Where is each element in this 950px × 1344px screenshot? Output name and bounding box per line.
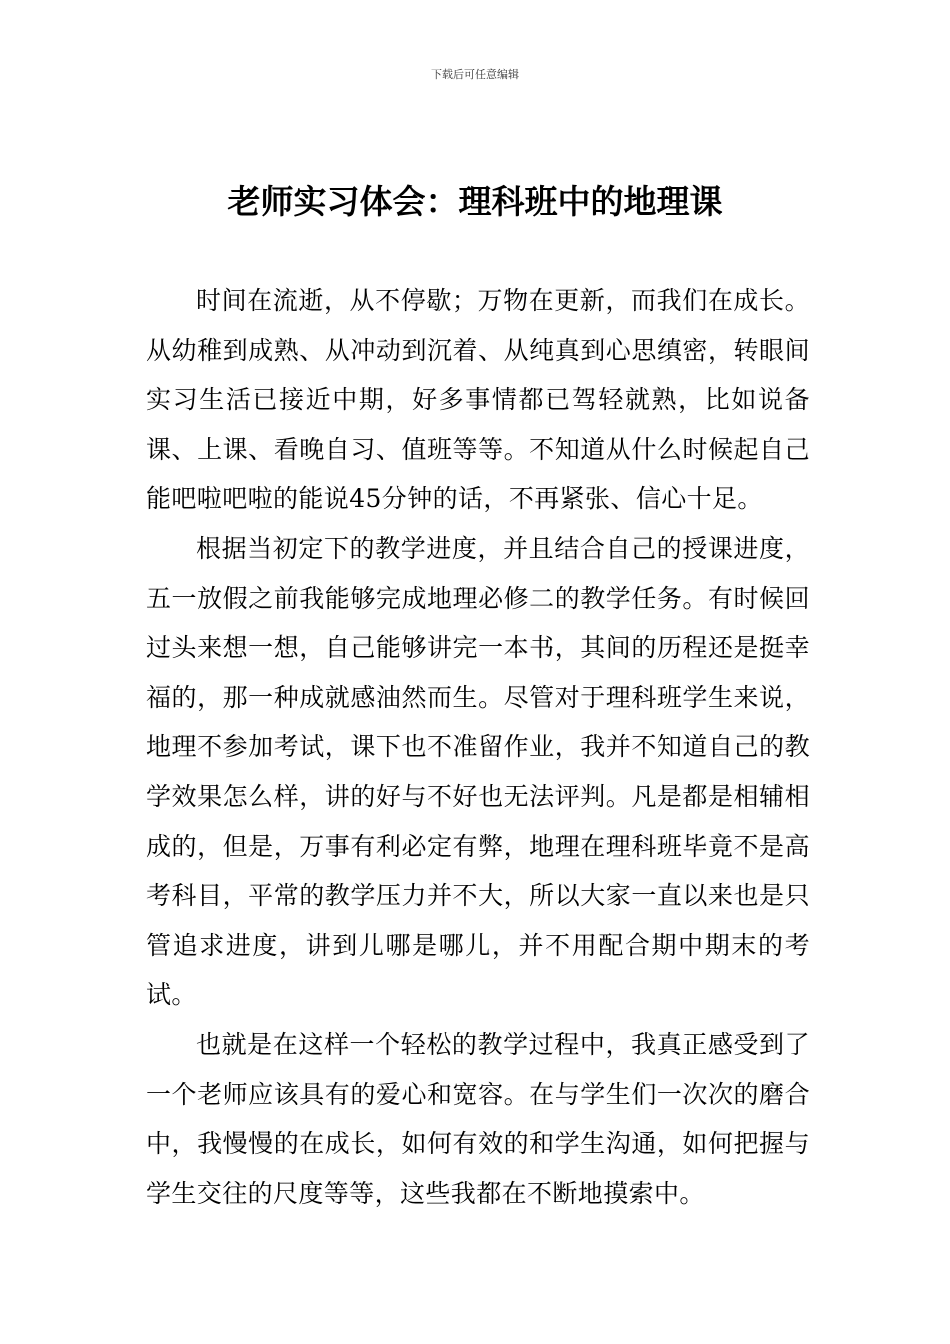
document-body xyxy=(146,276,810,1218)
document-title: 老师实习体会：理科班中的地理课 xyxy=(227,182,723,221)
paragraph-2: 根据当初定下的教学进度，并且结合自己的授课进度，五一放假之前我能够完成地理必修二的教学任务。有时候回过头来想一想，自己能够讲完一本书，其间的历程还是挺幸福的，那一种成就感油然而生。尽管对于理科班学生来说，地理不参加考试，课下也不准留作业，我并不知道自己的教学效果怎么样，讲的好与不好也无法评判。凡是都是相辅相成的，但是，万事有利必定有弊，地理在理科班毕竟不是高考科目，平常的教学压力并不大，所以大家一直以来也是只管追求进度，讲到儿哪是哪儿，并不用配合期中期末的考试。 xyxy=(146,533,810,1010)
paragraph-1: 时间在流逝，从不停歇；万物在更新，而我们在成长。从幼稚到成熟、从冲动到沉着、从纯真到心思缜密，转眼间实习生活已接近中期，好多事情都已驾轻就熟，比如说备课、上课、看晚自习、值班等等。不知道从什么时候起自己能吧啦吧啦的能说45分钟的话，不再紧张、信心十足。 xyxy=(146,286,810,514)
paragraph-3: 也就是在这样一个轻松的教学过程中，我真正感受到了一个老师应该具有的爱心和宽容。在与学生们一次次的磨合中，我慢慢的在成长，如何有效的和学生沟通，如何把握与学生交往的尺度等等，这些我都在不断地摸索中。 xyxy=(146,1029,810,1208)
header-note: 下载后可任意编辑 xyxy=(431,68,519,81)
